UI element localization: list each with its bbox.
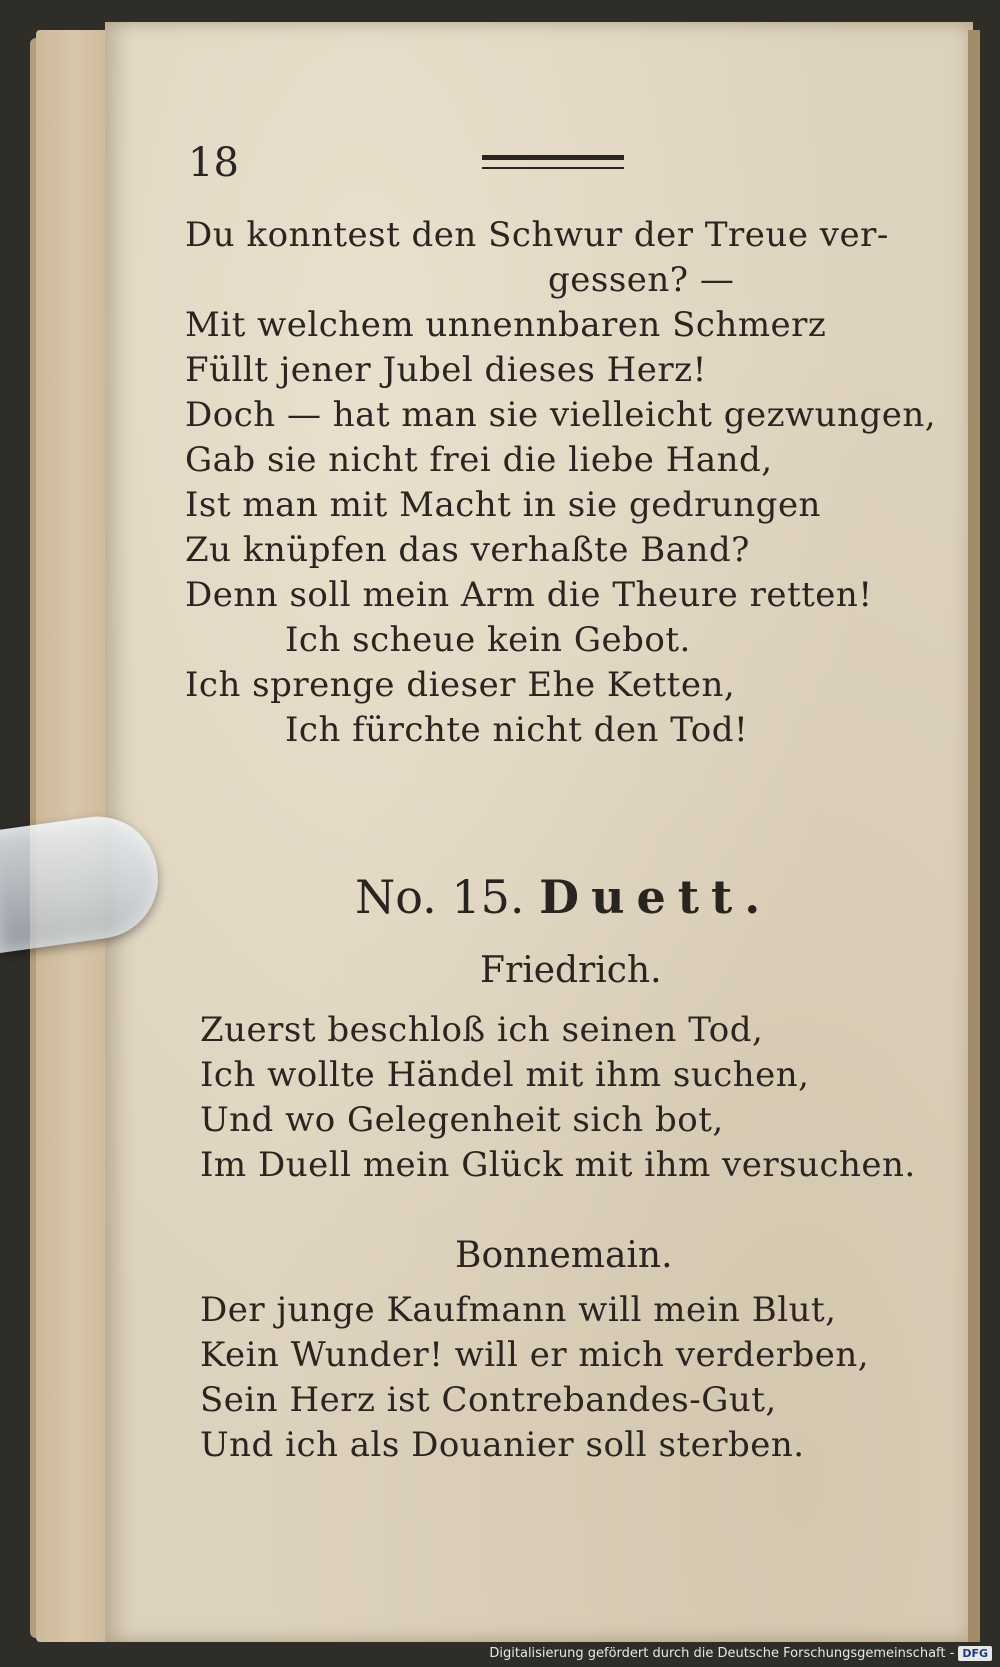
page-number: 18 [188, 140, 239, 186]
speaker-name: Bonnemain. [455, 1235, 673, 1276]
verse-line: Ist man mit Macht in sie gedrungen [185, 485, 821, 525]
verse-line: Mit welchem unnennbaren Schmerz [185, 305, 827, 345]
dfg-logo: DFG [958, 1646, 992, 1661]
verse-line: Ich scheue kein Gebot. [285, 620, 691, 660]
section-heading [355, 870, 772, 924]
verse-line: Doch — hat man sie vielleicht gezwungen, [185, 395, 937, 435]
speaker-line: Kein Wunder! will er mich verderben, [200, 1335, 870, 1375]
speaker-line: Der junge Kaufmann will mein Blut, [200, 1290, 837, 1330]
page-right-edge [968, 30, 980, 1642]
digitization-footer [489, 1643, 992, 1663]
verse-line: Gab sie nicht frei die liebe Hand, [185, 440, 773, 480]
section-number: No. 15. [355, 870, 525, 924]
verse-line: gessen? — [548, 260, 735, 300]
verse-line: Du konntest den Schwur der Treue ver- [185, 215, 889, 255]
verse-line: Ich sprenge dieser Ehe Ketten, [185, 665, 736, 705]
speaker-line: Und ich als Douanier soll sterben. [200, 1425, 805, 1465]
header-rule-thin [482, 167, 624, 169]
speaker-line: Zuerst beschloß ich seinen Tod, [200, 1010, 764, 1050]
header-rule [482, 155, 624, 160]
verse-line: Zu knüpfen das verhaßte Band? [185, 530, 750, 570]
verse-line: Denn soll mein Arm die Theure retten! [185, 575, 873, 615]
verse-line: Ich fürchte nicht den Tod! [285, 710, 749, 750]
speaker-line: Sein Herz ist Contrebandes-Gut, [200, 1380, 777, 1420]
speaker-line: Und wo Gelegenheit sich bot, [200, 1100, 724, 1140]
verse-line: Füllt jener Jubel dieses Herz! [185, 350, 707, 390]
speaker-name: Friedrich. [480, 950, 662, 991]
speaker-line: Im Duell mein Glück mit ihm versuchen. [200, 1145, 916, 1185]
speaker-line: Ich wollte Händel mit ihm suchen, [200, 1055, 810, 1095]
section-title: Duett. [539, 870, 773, 924]
footer-text: Digitalisierung gefördert durch die Deutsche Forschungsgemeinschaft - [489, 1645, 955, 1661]
